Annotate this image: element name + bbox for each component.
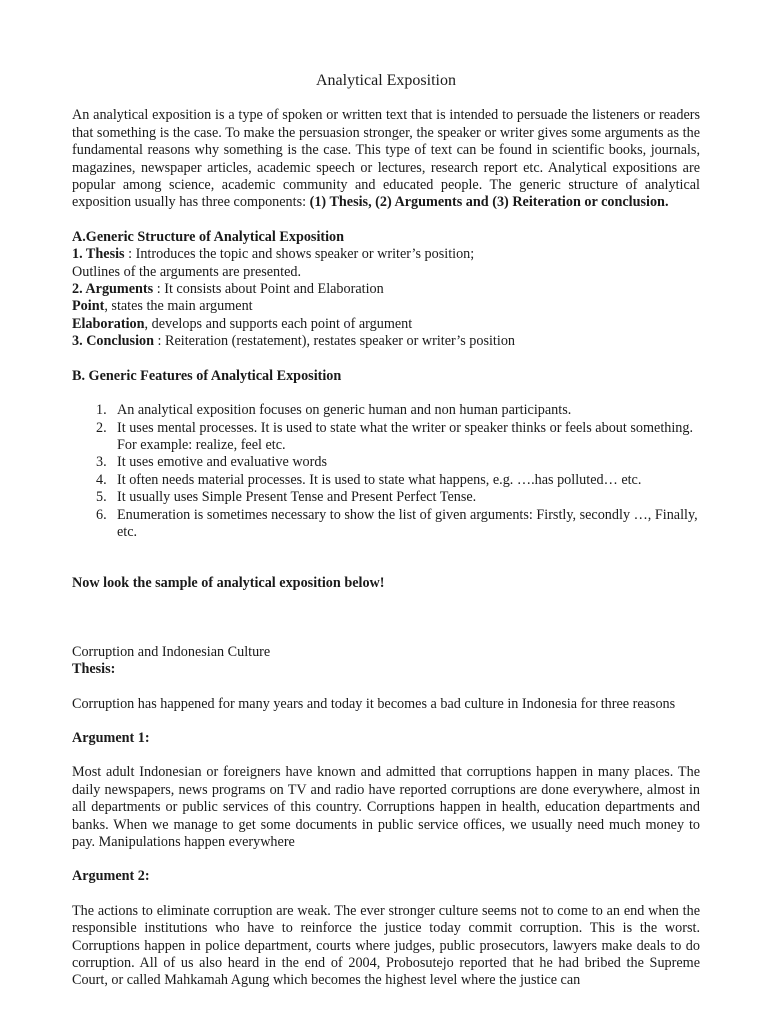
- sample-title: Corruption and Indonesian Culture: [72, 643, 271, 660]
- document-page: [72, 72, 700, 990]
- arguments-text: : It consists about Point and Elaboration: [153, 281, 384, 298]
- thesis-line: [72, 246, 700, 263]
- list-item: 1. An analytical exposition focuses on generic human and non human participants.: [96, 402, 572, 419]
- point-text: , states the main argument: [104, 298, 253, 315]
- sample-thesis-label: Thesis:: [72, 661, 116, 678]
- argument-2-text: The actions to eliminate corruption are weak. The ever stronger culture seems not to come to an end when the responsible institutions who have to reinforce the justice today commit corruption. This is the worst. Corruptions happen in police department, courts where judges, public prosecutors, lawyers make deals to do corruption. All of us also heard in the end of 2004, Probosutejo reported that he had bribed the Supreme Court, or called Mahkamah Agung which becomes the highest level where the justice can: [72, 902, 700, 989]
- arguments-label: 2. Arguments: [72, 281, 154, 298]
- thesis-text: : Introduces the topic and shows speaker or writer’s position;: [124, 246, 475, 263]
- intro-components: (1) Thesis, (2) Arguments and (3) Reiteration or conclusion.: [309, 194, 669, 211]
- list-item: 4. It often needs material processes. It is used to state what happens, e.g. ….has polluted… etc.: [96, 471, 642, 488]
- argument-1-label: Argument 1:: [72, 729, 150, 746]
- section-a-heading: A.Generic Structure of Analytical Exposition: [72, 228, 345, 245]
- argument-1-text: Most adult Indonesian or foreigners have known and admitted that corruptions happen in many places. The daily newspapers, news programs on TV and radio have reported corruptions are done everywhere, almost in all departments or public services of this country. Corruptions happen in health, education departments and banks. When we manage to get some documents in public service offices, we usually need much money to pay. Manipulations happen everywhere: [72, 764, 700, 850]
- argument-2-label: Argument 2:: [72, 868, 150, 885]
- document-title: Analytical Exposition: [316, 72, 456, 89]
- point-label: Point: [72, 298, 105, 315]
- conclusion-label: 3. Conclusion: [72, 333, 154, 350]
- elaboration-label: Elaboration: [72, 315, 145, 332]
- list-item: 2. It uses mental processes. It is used to state what the writer or speaker thinks or feels about something. For example: realize, feel etc.: [96, 419, 694, 453]
- list-item: 6. Enumeration is sometimes necessary to show the list of given arguments: Firstly, secondly …, Finally, etc.: [96, 506, 698, 540]
- elaboration-line: [72, 316, 700, 333]
- elaboration-text: , develops and supports each point of argument: [144, 315, 413, 332]
- list-item: 5. It usually uses Simple Present Tense and Present Perfect Tense.: [96, 489, 477, 506]
- intro-paragraph: [72, 107, 700, 211]
- conclusion-text: : Reiteration (restatement), restates speaker or writer’s position: [154, 333, 516, 350]
- thesis-label: 1. Thesis: [72, 246, 125, 263]
- sample-thesis-text: Corruption has happened for many years and today it becomes a bad culture in Indonesia for three reasons: [72, 695, 676, 712]
- list-item: 3. It uses emotive and evaluative words: [96, 454, 327, 471]
- point-line: [72, 298, 700, 315]
- conclusion-line: [72, 333, 700, 350]
- features-list: [72, 402, 700, 541]
- thesis-line-2: Outlines of the arguments are presented.: [72, 263, 302, 280]
- arguments-line: [72, 281, 700, 298]
- intro-text: An analytical exposition is a type of spoken or written text that is intended to persuade the listeners or readers that something is the case. To make the persuasion stronger, the speaker or writer gives some arguments as the fundamental reasons why something is the case. This type of text can be found in scientific books, journals, magazines, newspaper articles, academic speech or lectures, research report etc. Analytical expositions are popular among science, academic community and educated people. The generic structure of analytical exposition usually has three components:: [72, 107, 700, 211]
- section-b-heading: B. Generic Features of Analytical Exposition: [72, 367, 342, 384]
- sample-heading: Now look the sample of analytical exposition below!: [72, 575, 385, 592]
